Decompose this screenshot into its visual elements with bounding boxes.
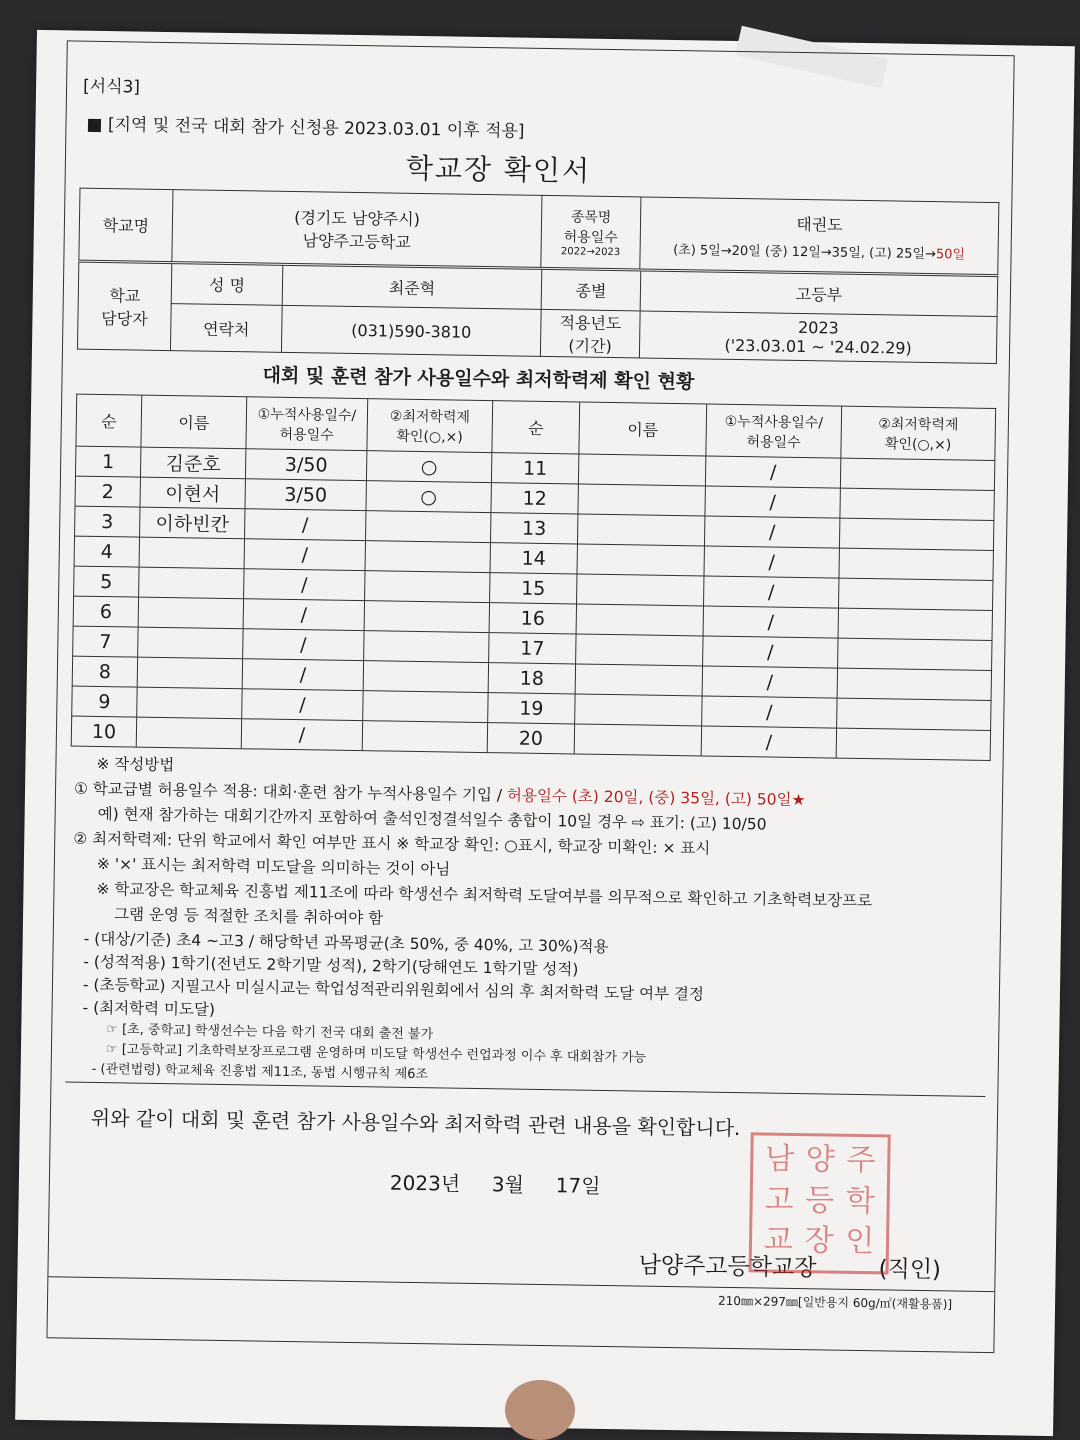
row-check: [364, 601, 489, 633]
header-check-1-right: ②최저학력제: [878, 415, 959, 433]
row-check: [364, 631, 489, 663]
note-5: ※ 학교장은 학교체육 진흥법 제11조에 따라 학생선수 최저학력 도달여부를 의무적으로 확인하고 기초학력보장프로: [96, 879, 873, 911]
note-8: - (성적적용) 1학기(전년도 2학기말 성적), 2학기(당해연도 1학기말 성적): [83, 952, 579, 979]
row-no: 4: [74, 536, 139, 567]
finger: [505, 1380, 575, 1440]
date-year: 2023년: [389, 1170, 461, 1196]
row-no: 7: [73, 626, 138, 657]
row-check-right: [837, 698, 991, 730]
division-value: 고등부: [640, 271, 998, 317]
school-region: (경기도 남양주시): [294, 207, 421, 229]
row-name: [137, 657, 242, 689]
division-label: 종별: [541, 269, 641, 311]
row-days: /: [244, 569, 365, 601]
document-title: 학교장 확인서: [405, 151, 592, 188]
row-no-right: 17: [489, 633, 576, 664]
contact-phone: (031)590-3810: [281, 305, 541, 356]
row-name: [139, 537, 244, 569]
seal-glyph: 양: [805, 1142, 836, 1178]
row-name-right: [577, 514, 704, 546]
header-days-2: 허용일수: [279, 426, 334, 444]
row-no: 1: [75, 446, 140, 477]
form-frame: [46, 40, 1014, 1353]
header-check-right: [841, 406, 996, 460]
row-name: [138, 597, 243, 629]
year-value: 2023: [797, 317, 839, 338]
document-paper: [15, 30, 1075, 1436]
header-check: [367, 399, 493, 453]
header-days-right: [706, 404, 842, 458]
seal-glyph: 장: [804, 1223, 834, 1259]
year-labels: [540, 309, 640, 358]
row-days: 3/50: [245, 449, 366, 481]
row-days-right: /: [705, 456, 840, 488]
row-no: 6: [73, 596, 138, 627]
row-name: [137, 687, 242, 719]
section-title: 대회 및 훈련 참가 사용일수와 최저학력제 확인 현황: [262, 364, 695, 394]
row-name-right: [578, 484, 705, 516]
signature-date: [390, 1167, 601, 1199]
sport-values: [640, 197, 999, 275]
notes-heading: ※ 작성방법: [96, 754, 175, 775]
row-check: [365, 571, 490, 603]
row-no-right: 11: [491, 453, 578, 484]
note-1-text: ① 학교급별 허용일수 적용: 대회·훈련 참가 누적사용일수 기입 /: [73, 779, 508, 805]
seal-glyph: 학: [845, 1183, 876, 1219]
row-no: 2: [75, 476, 140, 507]
row-check-right: [839, 548, 993, 580]
note-3: ② 최저학력제: 단위 학교에서 확인 여부만 표시 ※ 학교장 확인: ○표시, 학교장 미확인: × 표시: [73, 829, 711, 858]
header-days-2-right: 허용일수: [746, 433, 801, 451]
row-no-right: 13: [490, 513, 577, 544]
row-days-right: /: [705, 486, 840, 518]
row-check: [363, 691, 488, 723]
row-check: [362, 721, 487, 753]
row-no-right: 12: [491, 483, 578, 514]
row-name-right: [577, 574, 704, 606]
school-name: 남양주고등학교: [302, 230, 411, 252]
row-name-right: [577, 544, 704, 576]
allowed-days-period: 2022→2023: [560, 246, 621, 259]
year-label-1: 적용년도: [559, 313, 622, 334]
header-no-2: 순: [492, 401, 580, 454]
row-check-right: [838, 608, 992, 640]
header-no: 순: [76, 394, 142, 447]
row-check-right: [838, 638, 992, 670]
principal-name: 남양주고등학교장: [638, 1252, 817, 1282]
row-check: [365, 511, 490, 543]
row-days: /: [241, 719, 362, 751]
row-no-right: 18: [488, 663, 575, 694]
row-check-right: [836, 728, 990, 760]
participant-table: [71, 394, 996, 761]
name-label: 성 명: [171, 264, 283, 306]
row-days-right: /: [704, 576, 839, 608]
header-line: ■ [지역 및 전국 대회 참가 신청용 2023.03.01 이후 적용]: [86, 114, 525, 142]
note-10: - (최저학력 미도달): [82, 998, 216, 1019]
sport-label: 종목명: [570, 209, 612, 226]
contact-table: [77, 262, 998, 364]
row-name-right: [575, 664, 702, 696]
sport-value: 태권도: [796, 214, 843, 235]
row-name-right: [576, 604, 703, 636]
row-no-right: 15: [490, 573, 577, 604]
row-no-right: 20: [487, 723, 574, 754]
header-name: 이름: [141, 395, 247, 449]
confirm-text: 위와 같이 대회 및 훈련 참가 사용일수와 최저학력 관련 내용을 확인합니다.: [90, 1105, 741, 1141]
row-name: [136, 717, 241, 749]
row-days-right: /: [702, 696, 837, 728]
allowed-days-label: 허용일수: [563, 229, 618, 247]
row-no: 10: [71, 716, 136, 747]
date-day: 17일: [555, 1173, 601, 1198]
row-name-right: [575, 694, 702, 726]
note-4: ※ '×' 표시는 최저학력 미도달을 의미하는 것이 아님: [96, 854, 451, 879]
row-name-right: [574, 724, 701, 756]
row-no: 5: [74, 566, 139, 597]
note-6: 그램 운영 등 적절한 조치를 취하여야 함: [113, 905, 384, 928]
seal-glyph: 주: [846, 1142, 876, 1179]
row-name: 이현서: [140, 477, 245, 509]
row-name: 김준호: [140, 447, 245, 479]
row-check-right: [838, 578, 992, 610]
note-2: 예) 현재 참가하는 대회기간까지 포함하여 출석인정결석일수 총합이 10일 경우 ⇨ 표기: (고) 10/50: [97, 804, 767, 834]
row-no: 9: [72, 686, 137, 717]
row-name-right: [576, 634, 703, 666]
row-name: [139, 567, 244, 599]
row-check: ○: [366, 451, 491, 483]
sport-labels: [541, 195, 641, 269]
period-value: ('23.03.01 ~ '24.02.29): [724, 335, 912, 358]
row-check: [365, 541, 490, 573]
official-seal: [749, 1132, 891, 1274]
row-no: 8: [72, 656, 137, 687]
year-label-2: (기간): [568, 336, 612, 357]
phone-label: 연락처: [170, 304, 282, 353]
row-name: 이하빈칸: [140, 507, 245, 539]
seal-glyph: 교: [763, 1222, 794, 1259]
row-check-right: [840, 458, 994, 490]
row-days-right: /: [704, 546, 839, 578]
header-days-1-right: ①누적사용일수/: [724, 413, 824, 431]
contact-label: [77, 262, 171, 350]
note-9: - (초등학교) 지필고사 미실시교는 학업성적관리위원회에서 심의 후 최저학력 도달 여부 결정: [82, 975, 705, 1004]
row-check-right: [837, 668, 991, 700]
year-values: [639, 311, 997, 364]
school-info-table: [78, 188, 999, 275]
school-name-cell: [172, 190, 542, 268]
form-number: [서식3]: [82, 76, 141, 98]
seal-glyph: 등: [804, 1182, 835, 1219]
participant-rows: [71, 446, 995, 760]
row-check-right: [839, 518, 993, 550]
row-name: [138, 627, 243, 659]
header-name-2: 이름: [579, 402, 707, 456]
contact-label-1: 학교: [109, 286, 141, 306]
paper-spec: 210㎜×297㎜[일반용지 60g/㎡(재활용품)]: [717, 1293, 953, 1312]
row-check: ○: [366, 481, 491, 513]
row-days-right: /: [703, 636, 838, 668]
row-days: /: [243, 599, 364, 631]
row-days: 3/50: [245, 479, 366, 511]
row-no-right: 16: [489, 603, 576, 634]
seal-glyph: 남: [764, 1141, 795, 1177]
row-days: /: [244, 539, 365, 571]
row-days: /: [242, 659, 363, 691]
row-days: /: [243, 629, 364, 661]
note-1-highlight: 허용일수 (초) 20일, (중) 35일, (고) 50일★: [506, 786, 806, 810]
note-12: ☞ [고등학교] 기초학력보장프로그램 운영하며 미도달 학생선수 런업과정 이수 후 대회참가 가능: [105, 1042, 647, 1066]
date-month: 3월: [491, 1172, 525, 1197]
row-days-right: /: [704, 516, 839, 548]
header-days-1: ①누적사용일수/: [257, 405, 357, 424]
row-days: /: [245, 509, 366, 541]
contact-label-2: 담당자: [101, 308, 148, 329]
allowed-days-high: 50일: [935, 246, 966, 263]
contact-name: 최준혁: [282, 265, 542, 309]
header-days: [246, 397, 368, 451]
school-label: 학교명: [79, 188, 173, 261]
row-check: [363, 661, 488, 693]
header-check-1: ②최저학력제: [389, 408, 471, 426]
row-no-right: 19: [488, 693, 575, 724]
row-days: /: [242, 689, 363, 721]
note-13: - (관련법령) 학교체육 진흥법 제11조, 동법 시행규칙 제6조: [91, 1061, 429, 1083]
note-11: ☞ [초, 중학교] 학생선수는 다음 학기 전국 대회 출전 불가: [106, 1022, 434, 1043]
row-name-right: [578, 454, 705, 486]
row-days-right: /: [703, 606, 838, 638]
row-days-right: /: [702, 666, 837, 698]
header-check-2: 확인(○,×): [396, 428, 463, 446]
seal-glyph: 고: [764, 1182, 794, 1218]
note-7: - (대상/기준) 초4 ~고3 / 해당학년 과목평균(초 50%, 중 40%, 고 30%)적용: [83, 929, 609, 957]
allowed-days-prefix: (초) 5일→20일 (중) 12일→35일, (고) 25일→: [673, 242, 937, 262]
header-check-2-right: 확인(○,×): [884, 435, 952, 453]
row-no: 3: [75, 506, 140, 537]
seal-label: (직인): [878, 1256, 942, 1284]
seal-glyph: 인: [844, 1224, 875, 1260]
row-no-right: 14: [490, 543, 577, 574]
footer-line: [48, 1276, 994, 1292]
divider: [65, 1082, 985, 1097]
row-check-right: [840, 488, 994, 520]
allowed-days: [640, 238, 997, 263]
row-days-right: /: [701, 726, 836, 758]
